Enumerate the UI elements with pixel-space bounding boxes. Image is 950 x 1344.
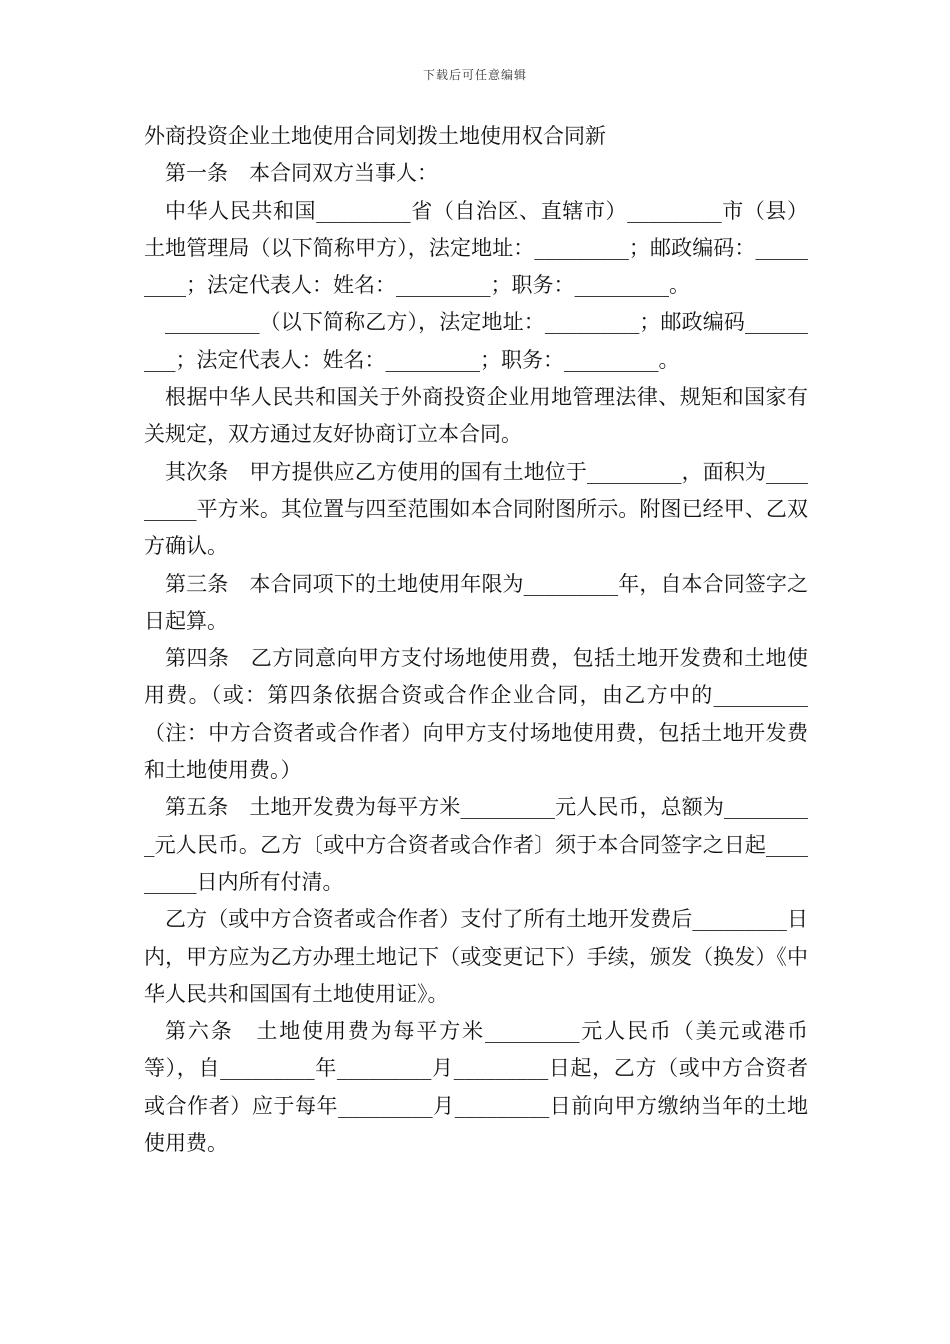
document-body — [144, 118, 808, 1162]
paragraph-basis: 根据中华人民共和国关于外商投资企业用地管理法律、规矩和国家有关规定，双方通过友好协商订立本合同。 — [144, 385, 808, 447]
paragraph-registration: 乙方（或中方合资者或合作者）支付了所有土地开发费后_________日内，甲方应为乙方办理土地记下（或变更记下）手续，颁发（换发）《中华人民共和国国有土地使用证》。 — [144, 907, 808, 1006]
paragraph-article-4: 第四条 乙方同意向甲方支付场地使用费，包括土地开发费和土地使用费。（或：第四条依据合资或合作企业合同，由乙方中的_________（注：中方合资者或合作者）向甲方支付场地使用费，包括土地开发费和土地使用费。） — [144, 646, 808, 783]
paragraph-article-6: 第六条 土地使用费为每平方米_________元人民币（美元或港币等），自_________年_________月_________日起，乙方（或中方合资者或合作者）应于每年_________月_________日前向甲方缴纳当年的土地使用费。 — [144, 1019, 808, 1156]
paragraph-party-a: 中华人民共和国_________省（自治区、直辖市）_________市（县）土地管理局（以下简称甲方），法定地址：_________；邮政编码：_________；法定代表人：姓名：_________；职务：_________。 — [144, 198, 808, 298]
document-title: 外商投资企业土地使用合同划拨土地使用权合同新 — [144, 124, 606, 148]
paragraph-party-b: _________（以下简称乙方），法定地址：_________；邮政编码_________；法定代表人：姓名：_________；职务：_________。 — [144, 310, 808, 372]
paragraph-article-1: 第一条 本合同双方当事人： — [165, 161, 438, 186]
paragraph-article-2: 其次条 甲方提供应乙方使用的国有土地位于_________，面积为_________平方米。其位置与四至范围如本合同附图所示。附图已经甲、乙双方确认。 — [144, 459, 808, 559]
page-header-note: 下载后可任意编辑 — [422, 68, 527, 82]
paragraph-article-5: 第五条 土地开发费为每平方米_________元人民币，总额为_________元人民币。乙方〔或中方合资者或合作者〕须于本合同签字之日起_________日内所有付清。 — [144, 795, 808, 894]
paragraph-article-3: 第三条 本合同项下的土地使用年限为_________年，自本合同签字之日起算。 — [144, 571, 808, 633]
